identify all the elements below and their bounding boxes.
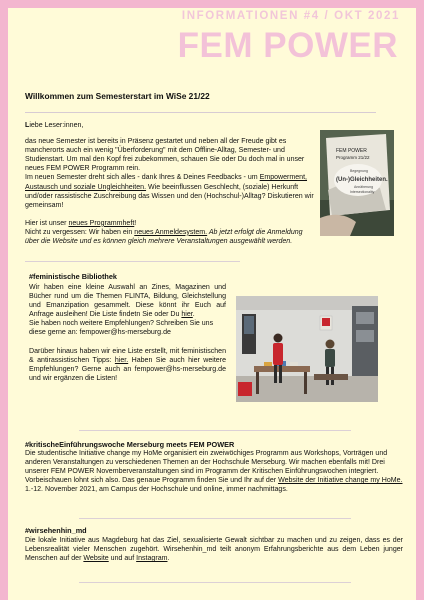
ewo-date: 1.-12. November 2021, am Campus der Hochschule und online, immer nachmittags. [25, 486, 288, 494]
ewo-text: Die studentische Initiative change my HoMe organisiert ein zweiwöchiges Programm aus Workshops, Vorträgen und anderen Veranstaltungen zu verschiedenen Themen an der Hochschule Merseburg. Wir machen ebenfalls mit! Drei unserer FEM POWER Novemberveranstaltungen sind im Programm der Kritischen Einführungswochen integriert. Vorbeischauen lohnt sich also. Das genaue Programm finden Sie und Ihr auf der [25, 450, 388, 485]
wirsehenhin-body [25, 536, 403, 563]
instagram-link[interactable]: Instagram [136, 555, 168, 563]
ewo-heading: #kritischeEinführungswoche Merseburg meets FEM POWER [25, 440, 235, 449]
section-divider-4 [79, 582, 351, 583]
program-text-end: ! [134, 219, 137, 227]
library-paragraph-1 [29, 283, 226, 319]
greeting-initial: L [25, 122, 30, 129]
intro-heading: Willkommen zum Semesterstart im WiSe 21/22 [25, 91, 210, 101]
library-text-1-end: . [192, 311, 195, 319]
tips-list-link[interactable]: hier. [114, 356, 129, 364]
program-text: Hier ist unser [25, 219, 69, 227]
library-room-illustration [236, 296, 378, 402]
wirsehenhin-text-end: . [167, 555, 170, 563]
booklet-illustration [320, 130, 394, 236]
program-link[interactable]: neues Programmheft [68, 219, 135, 227]
booklet-line-4: (Un-)Gleichheiten. [336, 177, 388, 183]
greeting: iebe Leser:innen, [29, 122, 84, 129]
registration-note: Ab jetzt erfolgt die Anmeldung über die Website und es können gleich mehrere Veranstaltungen ausgewählt werden. [25, 228, 303, 246]
wirsehenhin-text-mid: und auf [108, 555, 137, 563]
section-divider-1 [25, 261, 240, 262]
library-list-link[interactable]: hier [181, 311, 193, 319]
heading-divider [25, 112, 376, 113]
intro-paragraph-1 [25, 137, 315, 210]
initiative-website-link[interactable]: Website der Initiative change my HoMe. [278, 477, 403, 485]
library-text-3a: Darüber hinaus haben wir eine Liste erstellt, mit feministischen & antirassistischen Tipps: [29, 347, 226, 364]
wirsehenhin-paragraph [25, 536, 403, 563]
section-divider-2 [79, 430, 351, 431]
section-divider-3 [79, 518, 351, 519]
library-text-1: Wir haben eine kleine Auswahl an Zines, Magazinen und Bücher rund um die Themen FLINTA, Bildung, Gleichstellung und Emanzipation gesammelt. Diese könnt ihr Euch auf Anfrage ausleihen! Die Liste findetn Sie oder Du [29, 284, 226, 319]
booklet-line-1: FEM POWER [336, 148, 367, 154]
ewo-paragraph-1 [25, 449, 403, 485]
ewo-body [25, 449, 403, 494]
library-heading: #feministische Bibliothek [29, 272, 117, 281]
intro-text-b: Im neuen Semester dreht sich alles - dank Ihres & Deines Feedbacks - um [25, 174, 260, 182]
intro-paragraph-2 [25, 219, 315, 246]
library-photo [236, 296, 378, 402]
intro-text-c: Wie beeinflussen Geschlecht, (soziale) Herkunft und/oder rassistische Zuschreibung das Wissen und den (Hochschul-)Alltag? Diskutieren wir gemeinsam! [25, 183, 314, 209]
library-paragraph-3 [29, 347, 226, 383]
library-paragraph-2: Sie haben noch weitere Empfehlungen? Schreiben Sie uns diese gerne an: fempower@hs-merseburg.de [29, 320, 214, 337]
newsletter-title: FEM POWER [177, 26, 398, 65]
library-body [29, 283, 226, 383]
booklet-line-5: Annäherung [354, 185, 374, 189]
registration-link[interactable]: neues Anmeldesystem. [134, 228, 208, 236]
empowerment-link[interactable]: Empowerment, Austausch und soziale Ungleichheiten. [25, 174, 308, 191]
library-text-3b: Haben Sie auch hier weitere Empfehlungen? Gerne auch an fempower@hs-merseburg.de und wir ergänzen die Listen! [29, 356, 226, 382]
wirsehenhin-heading: #wirsehenhin_md [25, 526, 87, 535]
wirsehenhin-text: Die lokale Initiative aus Magdeburg hat das Ziel, sexualisierte Gewalt sichtbar zu machen und zu zeigen, dass es der Lebensrealität vieler Menschen zugehört. Wirsehenhin_md teilt anonym Erfahrungsberichte aus dem Leben junger Menschen auf der [25, 537, 403, 563]
booklet-line-2: Programm 21/22 [336, 155, 370, 160]
issue-kicker: INFORMATIONEN #4 / OKT 2021 [181, 10, 400, 22]
booklet-line-6: Intersectionality [350, 190, 375, 194]
wirsehenhin-website-link[interactable]: Website [83, 555, 109, 563]
program-booklet-photo [320, 130, 394, 236]
newsletter-page [8, 8, 416, 600]
registration-text: Nicht zu vergessen: Wir haben ein [25, 228, 135, 236]
intro-body [25, 121, 315, 246]
intro-text-a: das neue Semester ist bereits in Präsenz gestartet und neben all der Freude gibt es mancherorts auch ein wenig "Überforderung" mit dem Offline-Alltag, Semester- und Studienstart. Um mal den Kopf frei zubekommen, schauen Sie oder Du doch mal in unser neues FEM POWER Programm rein. [25, 138, 305, 173]
booklet-line-3: Begegnung [350, 169, 368, 173]
